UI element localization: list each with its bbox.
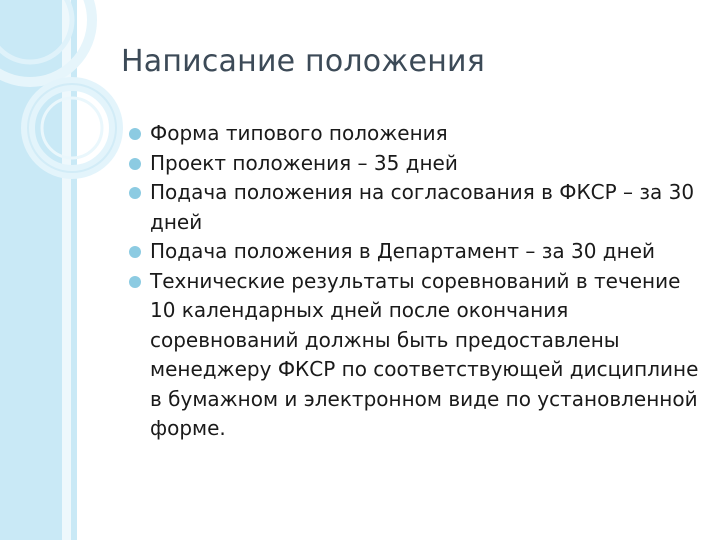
bullet-icon (129, 276, 141, 288)
bullet-list (129, 119, 709, 444)
bullet-icon (129, 246, 141, 258)
bullet-text: Проект положения – 35 дней (150, 150, 458, 175)
list-item (129, 178, 709, 237)
bullet-icon (129, 187, 141, 199)
list-item (129, 119, 709, 149)
bullet-text: Подача положения на согласования в ФКСР – за 30 дней (150, 180, 695, 234)
bullet-icon (129, 128, 141, 140)
slide-title: Написание положения (121, 44, 485, 79)
list-item (129, 267, 709, 444)
bullet-text: Технические результаты соревнований в течение 10 календарных дней после окончания соревнований должны быть предоставлены менеджеру ФКСР по соответствующей дисциплине в бумажном и электронном виде по установленной форме. (150, 268, 699, 440)
bullet-icon (129, 158, 141, 170)
list-item (129, 237, 709, 267)
list-item (129, 149, 709, 179)
bullet-text: Форма типового положения (150, 121, 448, 145)
bullet-text: Подача положения в Департамент – за 30 дней (150, 239, 656, 263)
